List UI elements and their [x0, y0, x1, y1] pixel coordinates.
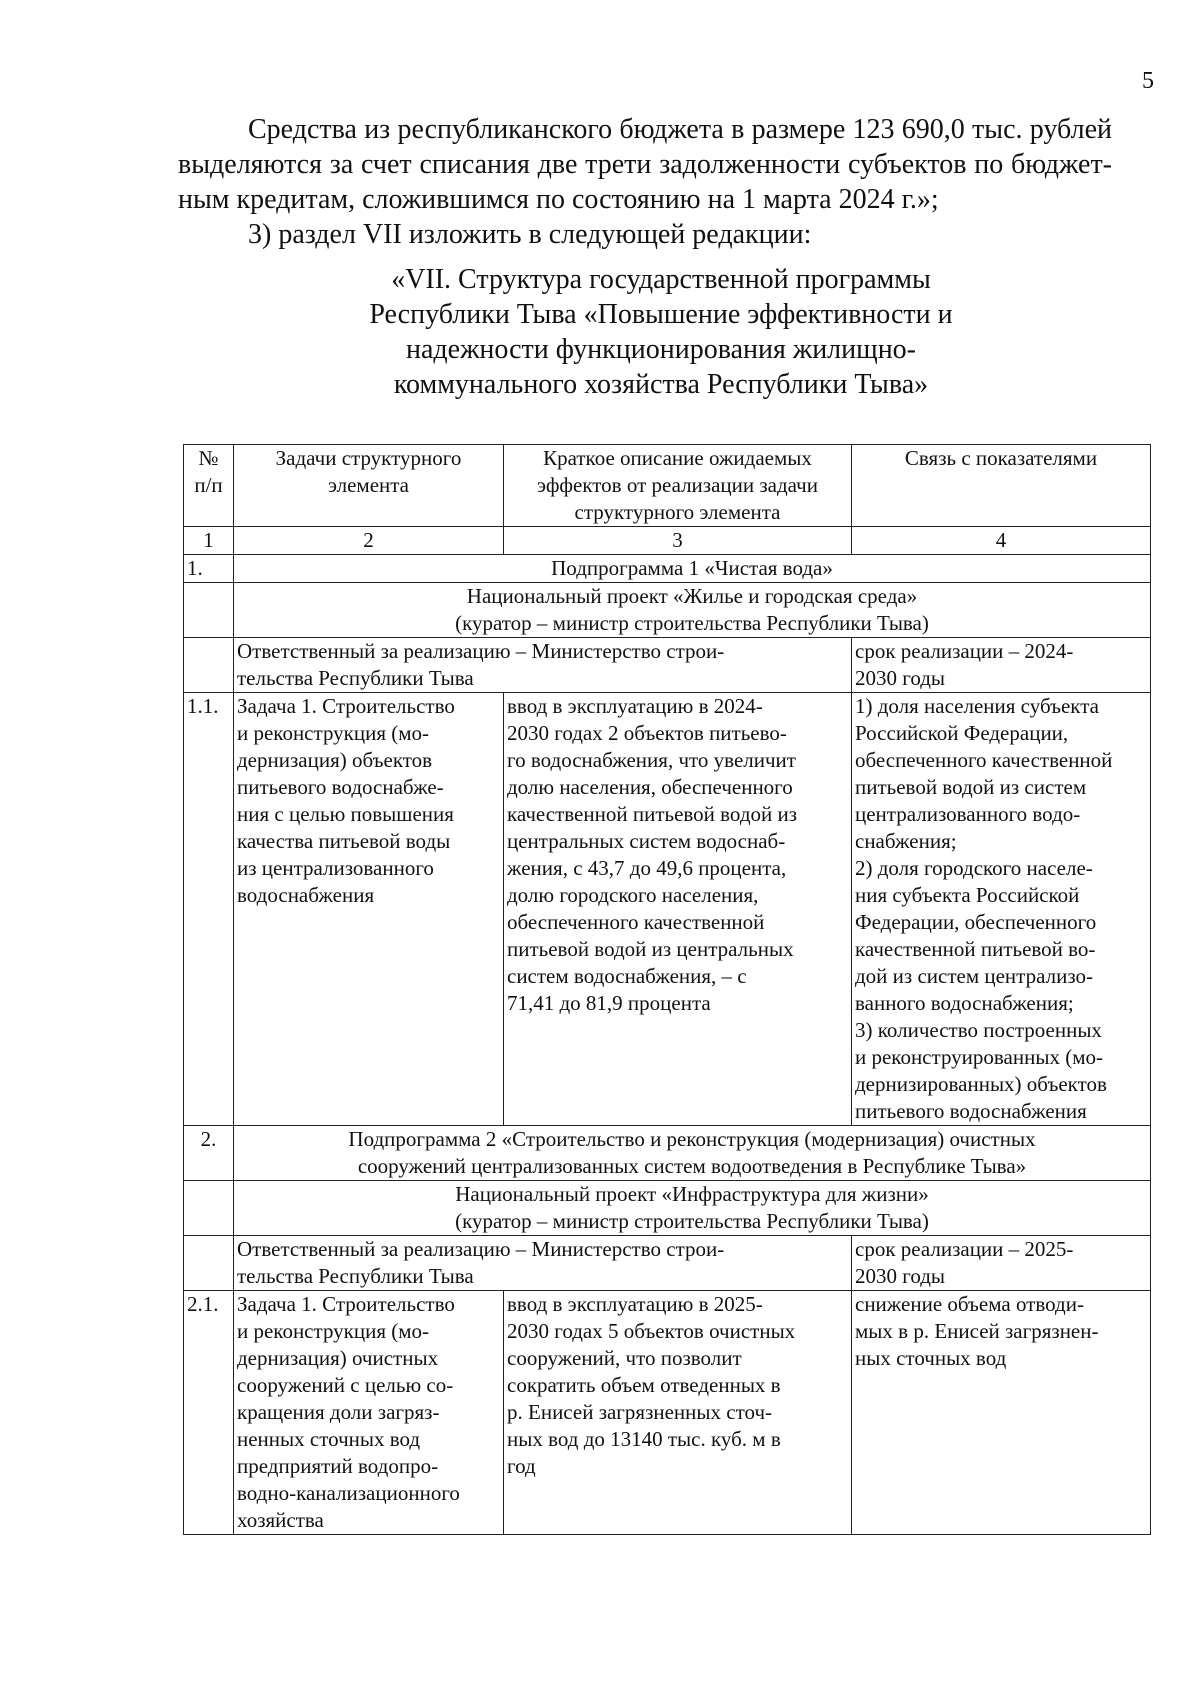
- table-header-row: [184, 445, 1151, 527]
- task-row: [184, 1291, 1151, 1535]
- paragraph-line: Средства из республиканского бюджета в размере 123 690,0 тыс. рублей: [248, 114, 1112, 145]
- subprogram-number: 2.: [184, 1126, 234, 1181]
- page-number: 5: [1142, 68, 1154, 94]
- subprogram-title: Подпрограмма 2 «Строительство и реконструкция (модернизация) очистных сооружений централизованных систем водоотведения в Республике Тыва»: [234, 1126, 1151, 1181]
- empty-cell: [184, 638, 234, 693]
- responsible-row: [184, 1236, 1151, 1291]
- subprogram-row: [184, 555, 1151, 583]
- subprogram-row: [184, 1126, 1151, 1181]
- header-indicators: Связь с показателями: [852, 445, 1151, 527]
- title-line: Республики Тыва «Повышение эффективности и: [369, 299, 953, 330]
- column-number: 1: [184, 527, 234, 555]
- title-line: «VII. Структура государственной программы: [391, 264, 931, 295]
- column-number: 4: [852, 527, 1151, 555]
- structure-table: [183, 444, 1151, 1535]
- empty-cell: [184, 1181, 234, 1236]
- paragraph-section-change: 3) раздел VII изложить в следующей редакции:: [248, 219, 812, 250]
- task-effect: ввод в эксплуатацию в 2024- 2030 годах 2 объектов питьево- го водоснабжения, что увеличит долю населения, обеспеченного качественной питьевой водой из центральных систем водоснаб- жения, с 43,7 до 49,6 процента, долю городского населения, обеспеченного качественной питьевой водой из центральных систем водоснабжения, – с 71,41 до 81,9 процента: [504, 693, 852, 1126]
- task-number: 2.1.: [184, 1291, 234, 1535]
- header-number: № п/п: [184, 445, 234, 527]
- task-description: Задача 1. Строительство и реконструкция (мо- дернизация) объектов питьевого водоснабже- ния с целью повышения качества питьевой воды из централизованного водоснабжения: [234, 693, 504, 1126]
- header-effects: Краткое описание ожидаемых эффектов от реализации задачи структурного элемента: [504, 445, 852, 527]
- implementation-term: срок реализации – 2024- 2030 годы: [852, 638, 1151, 693]
- column-number: 3: [504, 527, 852, 555]
- responsible: Ответственный за реализацию – Министерство строи- тельства Республики Тыва: [234, 1236, 852, 1291]
- task-description: Задача 1. Строительство и реконструкция (мо- дернизация) очистных сооружений с целью со- кращения доли загряз- ненных сточных вод предприятий водопро- водно-канализационного хозяйства: [234, 1291, 504, 1535]
- subprogram-title: Подпрограмма 1 «Чистая вода»: [234, 555, 1151, 583]
- national-project-row: [184, 1181, 1151, 1236]
- task-indicators: 1) доля населения субъекта Российской Федерации, обеспеченного качественной питьевой водой из систем централизованного водо- снабжения; 2) доля городского населе- ния субъекта Российской Федерации, обеспеченного качественной питьевой во- дой из систем централизо- ванного водоснабжения; 3) количество построенных и реконструированных (мо- дернизированных) объектов питьевого водоснабжения: [852, 693, 1151, 1126]
- subprogram-number: 1.: [184, 555, 234, 583]
- paragraph-budget: [178, 112, 1112, 252]
- task-row: [184, 693, 1151, 1126]
- task-effect: ввод в эксплуатацию в 2025- 2030 годах 5 объектов очистных сооружений, что позволит сократить объем отведенных в р. Енисей загрязненных сточ- ных вод до 13140 тыс. куб. м в год: [504, 1291, 852, 1535]
- empty-cell: [184, 1236, 234, 1291]
- responsible: Ответственный за реализацию – Министерство строи- тельства Республики Тыва: [234, 638, 852, 693]
- national-project: Национальный проект «Инфраструктура для жизни» (куратор – министр строительства Республики Тыва): [234, 1181, 1151, 1236]
- paragraph-line: ным кредитам, сложившимся по состоянию на 1 марта 2024 г.»;: [178, 184, 939, 215]
- empty-cell: [184, 583, 234, 638]
- task-number: 1.1.: [184, 693, 234, 1126]
- header-tasks: Задачи структурного элемента: [234, 445, 504, 527]
- implementation-term: срок реализации – 2025- 2030 годы: [852, 1236, 1151, 1291]
- column-number-row: [184, 527, 1151, 555]
- paragraph-line: выделяются за счет списания две трети задолженности субъектов по бюджет-: [178, 149, 1112, 180]
- section-title: [178, 262, 1144, 402]
- title-line: надежности функционирования жилищно-: [405, 334, 916, 365]
- column-number: 2: [234, 527, 504, 555]
- title-line: коммунального хозяйства Республики Тыва»: [393, 369, 929, 400]
- task-indicators: снижение объема отводи- мых в р. Енисей загрязнен- ных сточных вод: [852, 1291, 1151, 1535]
- national-project: Национальный проект «Жилье и городская среда» (куратор – министр строительства Республики Тыва): [234, 583, 1151, 638]
- responsible-row: [184, 638, 1151, 693]
- national-project-row: [184, 583, 1151, 638]
